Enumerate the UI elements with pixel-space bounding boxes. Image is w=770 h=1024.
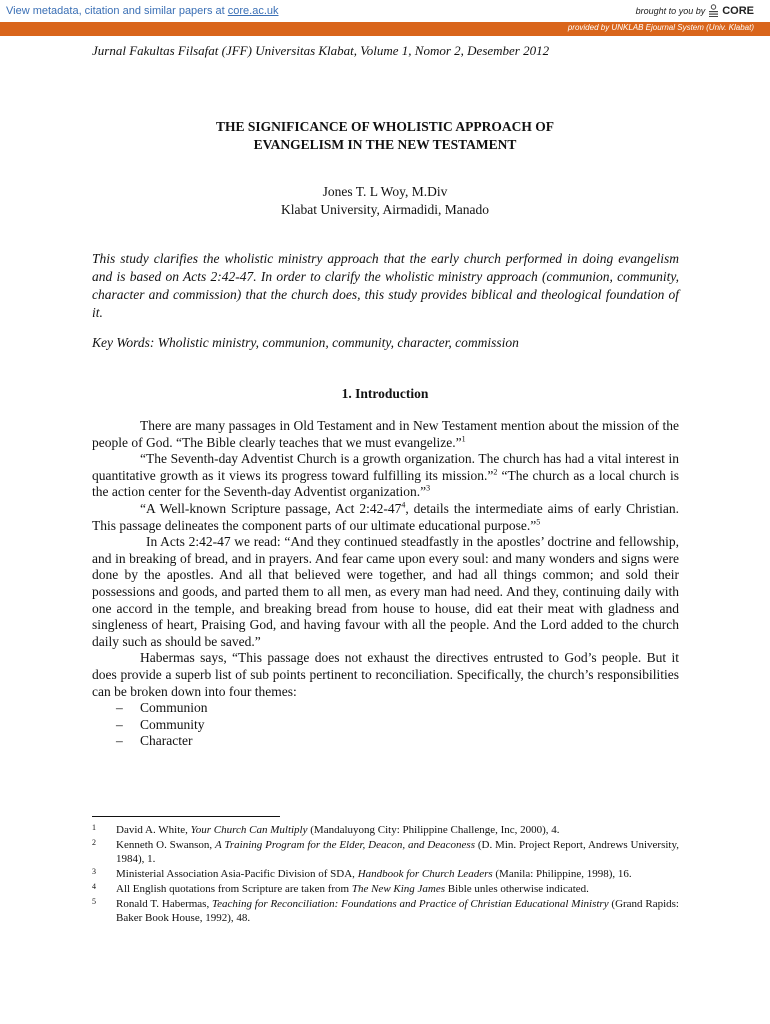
core-logo-icon: [708, 4, 719, 17]
paragraph-3-text-b: , details the intermediate aims of early Christian. This passage delineates the component parts of our ultimate educational purpose.”: [92, 500, 679, 533]
footnote-number: 3: [92, 867, 96, 876]
footnote-title: A Training Program for the Elder, Deacon, and Deaconess: [215, 839, 475, 851]
list-item: [92, 717, 679, 734]
footnote-ref: 2: [493, 467, 498, 477]
section-heading: 1. Introduction: [341, 386, 429, 401]
list-item-text: Communion: [140, 700, 208, 716]
core-name: CORE: [722, 4, 754, 17]
footnote-text: David A. White,: [116, 824, 191, 836]
list-dash: –: [116, 733, 123, 749]
metadata-link-prefix: View metadata, citation and similar papers at: [6, 5, 228, 17]
paragraph-4: In Acts 2:42-47 we read: “And they continued steadfastly in the apostles’ doctrine and fellowship, and in breaking of bread, and in prayers. And fear came upon every soul: and many wonders and signs were done by the apostles. And all that believed were together, and had all things common; and sold their possessions and goods, and parted them to all men, as every man had need. And they, continuing daily with one accord in the temple, and breaking bread from house to house, did eat their meat with gladness and singleness of heart, Praising God, and having favour with all the people. And the Lord added to the church daily such as should be saved.”: [92, 534, 679, 649]
brought-by-text: brought to you by: [635, 5, 706, 16]
paragraph-2-text-b: “The church as a local church is the action center for the Seventh-day Adventist organization.”: [92, 467, 679, 500]
paper-title: [92, 118, 678, 154]
list-dash: –: [116, 700, 123, 716]
footnote-ref: 3: [426, 483, 431, 493]
journal-header: Jurnal Fakultas Filsafat (JFF) Universitas Klabat, Volume 1, Nomor 2, Desember 2012: [92, 43, 550, 58]
footnote-divider: [92, 816, 280, 817]
footnote-title: Your Church Can Multiply: [190, 824, 308, 836]
paragraph-3-text-a: “A Well-known Scripture passage, Act 2:42-47: [140, 500, 402, 516]
footnote-text: (Mandaluyong City: Philippine Challenge, Inc, 2000), 4.: [307, 824, 560, 836]
paragraph-5: Habermas says, “This passage does not exhaust the directives entrusted to God’s people. But it does provide a superb list of sub points pertinent to reconciliation. Specifically, the church’s responsibilities can be broken down into four themes:: [92, 650, 679, 699]
footnote-title: Handbook for Church Leaders: [357, 868, 493, 880]
title-line-2: EVANGELISM IN THE NEW TESTAMENT: [253, 137, 517, 152]
paragraph-2: [92, 451, 679, 501]
list-dash: –: [116, 716, 123, 732]
author-affiliation: Klabat University, Airmadidi, Manado: [281, 202, 489, 217]
section-body: [92, 418, 679, 750]
list-item-text: Character: [140, 733, 193, 749]
abstract: This study clarifies the wholistic ministry approach that the early church performed in doing evangelism and is based on Acts 2:42-47. In order to clarify the wholistic ministry approach (communion, community, character and commission) that the church does, this study provides biblical and theological foundation of it.: [92, 251, 679, 320]
author-block: [92, 183, 678, 219]
footnote-text: All English quotations from Scripture are taken from: [116, 883, 352, 895]
footnote-number: 2: [92, 838, 96, 847]
author-name: Jones T. L Woy, M.Div: [322, 184, 448, 199]
footnote-number: 4: [92, 882, 96, 891]
brought-by[interactable]: [636, 4, 754, 17]
provider-bar: [0, 22, 770, 36]
footnotes: [92, 823, 679, 926]
paragraph-1: [92, 418, 679, 451]
footnote-ref: 1: [461, 434, 466, 444]
footnote-1: [92, 823, 679, 837]
paragraph-1-text: There are many passages in Old Testament and in New Testament mention about the mission of the people of God. “The Bible clearly teaches that we must evangelize.”: [92, 418, 679, 450]
keywords: Key Words: Wholistic ministry, communion, community, character, commission: [92, 335, 519, 350]
footnote-text: (Grand Rapids: Baker Book House, 1992), 48.: [116, 898, 679, 924]
footnote-ref: 4: [401, 500, 406, 510]
footnote-5: [92, 897, 679, 925]
provided-by-text[interactable]: provided by UNKLAB Ejournal System (Univ. Klabat): [567, 23, 754, 32]
footnote-4: [92, 882, 679, 896]
footnote-title: Teaching for Reconciliation: Foundations and Practice of Christian Educational Ministry: [212, 898, 609, 910]
metadata-link[interactable]: [6, 5, 279, 17]
footnote-text: Ronald T. Habermas,: [116, 898, 213, 910]
footnote-number: 5: [92, 897, 96, 906]
footnote-ref: 5: [536, 517, 541, 527]
footnote-title: The New King James: [351, 883, 446, 895]
footnote-number: 1: [92, 823, 96, 832]
core-banner: [0, 0, 770, 22]
footnote-text: (D. Min. Project Report, Andrews University, 1984), 1.: [116, 839, 680, 865]
paragraph-3: [92, 501, 679, 534]
list-item-text: Community: [140, 716, 205, 732]
themes-list: [92, 700, 679, 750]
footnote-text: (Manila: Philippine, 1998), 16.: [492, 868, 632, 880]
footnote-text: Bible unles otherwise indicated.: [445, 883, 589, 895]
title-line-1: THE SIGNIFICANCE OF WHOLISTIC APPROACH OF: [216, 119, 554, 134]
footnote-text: Ministerial Association Asia-Pacific Division of SDA,: [116, 868, 358, 880]
list-item: [92, 733, 679, 750]
footnote-text: Kenneth O. Swanson,: [116, 839, 216, 851]
footnote-2: [92, 838, 679, 866]
paragraph-2-text-a: “The Seventh-day Adventist Church is a growth organization. The church has had a vital interest in quantitative growth as it views its progress toward fulfilling its mission.”: [92, 451, 679, 483]
footnote-3: [92, 867, 679, 881]
core-ac-uk-link[interactable]: core.ac.uk: [227, 5, 279, 17]
list-item: [92, 700, 679, 717]
